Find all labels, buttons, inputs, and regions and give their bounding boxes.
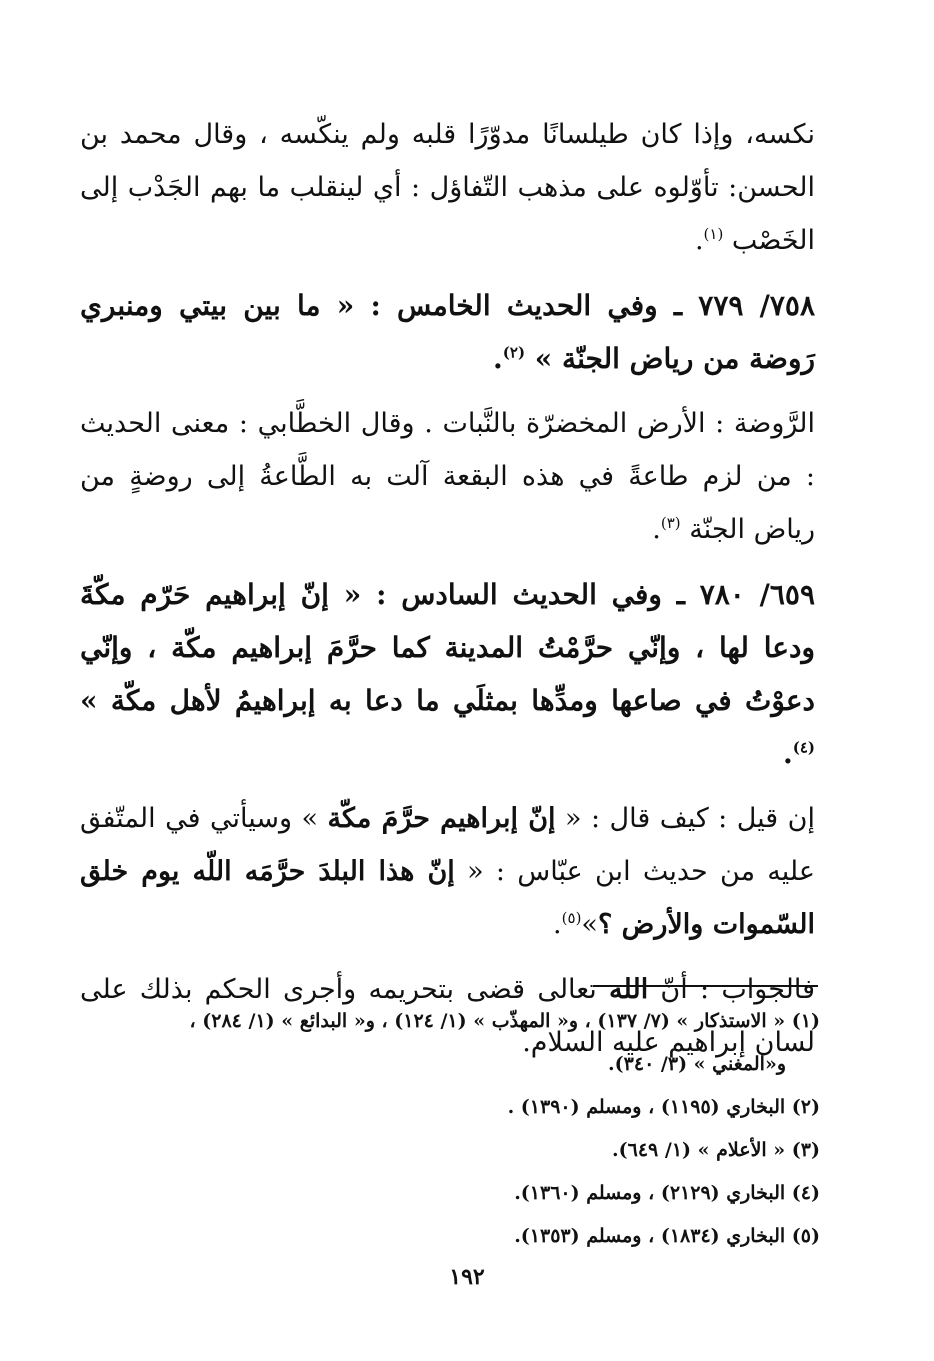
hadith-758-text: ٧٥٨/ ٧٧٩ ـ وفي الحديث الخامس : « ما بين بيتي ومنبري رَوضة من رياض الجنّة » — [80, 289, 815, 375]
footnote-4: (٤) البخاري (٢١٢٩) ، ومسلم (١٣٦٠). — [514, 1182, 820, 1204]
footnote-3: (٣) « الأعلام » (١/ ٦٤٩). — [612, 1139, 820, 1161]
footnote-1: (١) « الاستذكار » (٧/ ١٣٧) ، و« المهذّب » (١/ ١٢٤) ، و« البدائع » (١/ ٢٨٤) ، — [189, 1010, 820, 1032]
paragraph-6-part2: تعالى قضى بتحريمه وأجرى الحكم بذلك على لسان إبراهيم عليه السلام. — [80, 974, 815, 1058]
divine-name: الله — [609, 974, 649, 1005]
footnote-5: (٥) البخاري (١٨٣٤) ، ومسلم (١٣٥٣). — [514, 1225, 820, 1247]
footnote-divider — [593, 985, 818, 987]
footnote-1-continued: و«المغني » (٣/ ٣٤٠). — [608, 1053, 786, 1075]
paragraph-5 — [80, 792, 815, 951]
paragraph-1-text: نكسه، وإذا كان طيلسانًا مدوّرًا قلبه ولم ينكّسه ، وقال محمد بن الحسن: تأوّلوه على مذهب التّفاؤل : أي لينقلب ما بهم الجَدْب إلى الخَصْب — [80, 119, 815, 256]
paragraph-5-part2: » وسيأتي في المتّفق عليه من حديث ابن عبّاس : « — [80, 803, 815, 887]
paragraph-6-part1: فالجواب : أنّ — [648, 974, 815, 1005]
footnote-ref-1[interactable]: (١) — [703, 225, 724, 243]
footnote-ref-4[interactable]: (٤) — [792, 738, 815, 757]
hadith-659 — [80, 568, 815, 780]
hadith-758 — [80, 279, 815, 385]
footnote-ref-2[interactable]: (٢) — [502, 343, 526, 362]
paragraph-1-end: . — [694, 225, 704, 256]
quote-ibrahim: إنّ إبراهيم حرَّمَ مكّة — [327, 803, 556, 834]
footnotes — [80, 1000, 820, 1258]
paragraph-5-part1: إن قيل : كيف قال : « — [555, 803, 816, 834]
paragraph-3 — [80, 397, 815, 556]
quote-ibn-abbas: إنّ هذا البلدَ حرَّمَه اللّه يوم خلق السّموات والأرض ؟ — [80, 856, 815, 940]
page-number: ١٩٢ — [449, 1264, 485, 1290]
paragraph-3-text: الرَّوضة : الأرض المخضرّة بالنَّبات . وقال الخطَّابي : معنى الحديث : من لزم طاعةً في هذه البقعة آلت به الطَّاعةُ إلى روضةٍ من رياض الجنّة — [80, 408, 815, 545]
footnote-2: (٢) البخاري (١١٩٥) ، ومسلم (١٣٩٠) . — [507, 1096, 820, 1118]
paragraph-5-part3: » — [581, 909, 598, 940]
paragraph-3-end: . — [652, 514, 661, 545]
hadith-659-text: ٦٥٩/ ٧٨٠ ـ وفي الحديث السادس : « إنّ إبراهيم حَرّم مكّةَ ودعا لها ، وإنّي حرَّمْتُ المدينة كما حرَّمَ إبراهيم مكّة ، وإنّي دعوْتُ في صاعها ومدِّها بمثلَي ما دعا به إبراهيمُ لأهل مكّة » — [80, 578, 815, 717]
hadith-758-end: . — [493, 342, 503, 375]
hadith-659-end: . — [782, 737, 793, 770]
paragraph-1 — [80, 108, 815, 267]
footnote-ref-5[interactable]: (٥) — [561, 909, 582, 927]
footnote-ref-3[interactable]: (٣) — [660, 514, 681, 532]
paragraph-5-end: . — [553, 909, 562, 940]
main-text — [80, 108, 815, 1081]
